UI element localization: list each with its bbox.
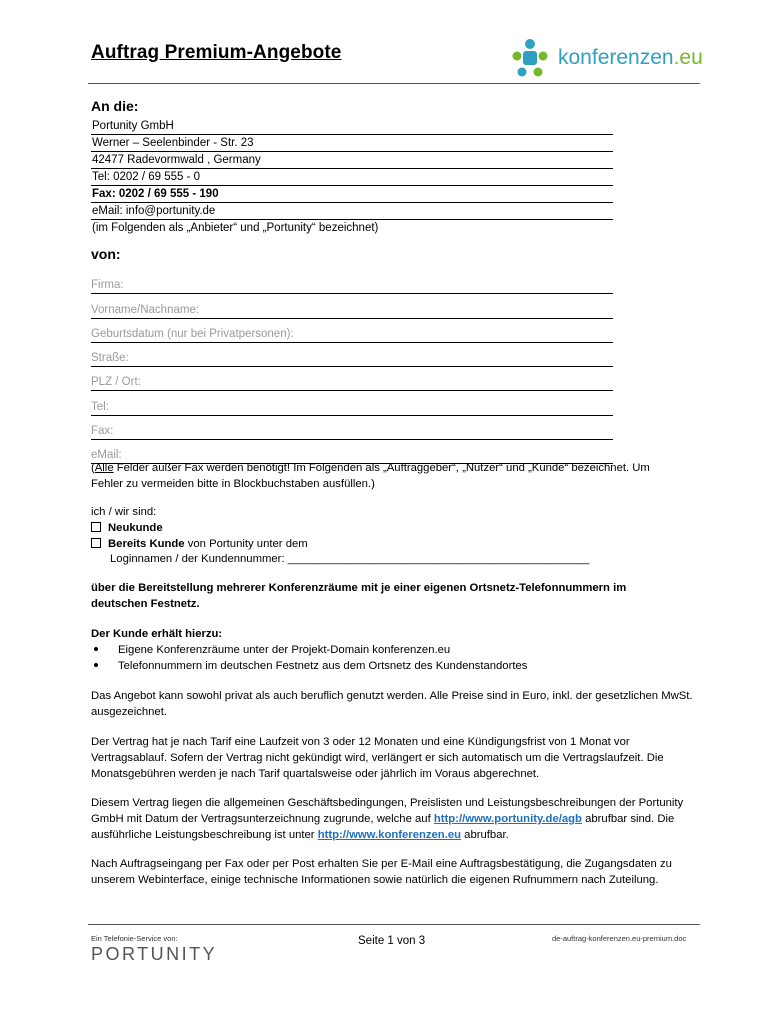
new-customer-option[interactable]: Neukunde <box>91 520 163 536</box>
address-line: 42477 Radevormwald , Germany <box>91 152 613 169</box>
paragraph-terms-conditions: Diesem Vertrag liegen die allgemeinen Geschäftsbedingungen, Preislisten und Leistungsbeschreibungen der Portunity GmbH mit Datum der Vertragsunterzeichnung zugrunde, welche auf http://www.portunity.de/agb abrufbar sind. Die ausführliche Leistungsbeschreibung ist unter http://www.konferenzen.eu abrufbar. <box>91 797 684 841</box>
sender-form <box>91 270 613 464</box>
konferenzen-logo <box>508 36 703 80</box>
list-item: Telefonnummern im deutschen Festnetz aus dem Ortsnetz des Kundenstandortes <box>91 658 527 674</box>
logo-wordmark: konferenzen.eu <box>558 46 703 69</box>
contract-subject: über die Bereitstellung mehrerer Konferenzräume mit je einer eigenen Ortsnetz-Telefonnummern im deutschen Festnetz. <box>91 582 627 610</box>
customer-type-intro: ich / wir sind: <box>91 506 157 518</box>
address-line: Tel: 0202 / 69 555 - 0 <box>91 169 613 186</box>
header-divider <box>88 83 700 84</box>
agb-link[interactable]: http://www.portunity.de/agb <box>433 813 582 825</box>
file-name: de-auftrag-konferenzen.eu-premium.doc <box>552 934 687 943</box>
checkbox-icon[interactable] <box>91 538 101 548</box>
street-field[interactable]: Straße: <box>91 343 613 367</box>
list-item: Eigene Konferenzräume unter der Projekt-Domain konferenzen.eu <box>91 642 450 658</box>
page-number: Seite 1 von 3 <box>358 935 426 947</box>
portunity-logo: PORTUNITY <box>91 944 218 964</box>
address-line: Werner – Seelenbinder - Str. 23 <box>91 135 613 152</box>
address-line: eMail: info@portunity.de <box>91 203 613 220</box>
phone-field[interactable]: Tel: <box>91 391 613 415</box>
paragraph-usage: Das Angebot kann sowohl privat als auch beruflich genutzt werden. Alle Preise sind in Euro, inkl. der gesetzlichen MwSt. ausgezeichnet. <box>91 690 693 718</box>
zip-city-field[interactable]: PLZ / Ort: <box>91 367 613 391</box>
bullet-icon <box>94 647 98 651</box>
sender-heading: von: <box>91 246 121 262</box>
fax-field[interactable]: Fax: <box>91 416 613 440</box>
recipient-heading: An die: <box>91 98 139 114</box>
address-line: Portunity GmbH <box>91 118 613 135</box>
footer-divider <box>88 924 700 925</box>
email-field[interactable]: eMail: <box>91 440 613 464</box>
service-label: Ein Telefonie-Service von: <box>91 934 178 943</box>
form-note: (Alle Felder außer Fax werden benötigt! Im Folgenden als „Auftraggeber“, „Nutzer“ und „Kunde“ bezeichnet. Um Fehler zu vermeiden bitte in Blockbuchstaben ausfüllen.) <box>91 462 650 490</box>
company-field[interactable]: Firma: <box>91 270 613 294</box>
paragraph-term: Der Vertrag hat je nach Tarif eine Laufzeit von 3 oder 12 Monaten und eine Kündigungsfrist von 1 Monat vor Vertragsablauf. Sofern der Vertrag nicht gekündigt wird, verlängert er sich automatisch um die Vertragslaufzeit. Die Monatsgebühren werden je nach Tarif quartalsweise oder jährlich im Voraus abgerechnet. <box>91 736 664 780</box>
recipient-address-block <box>91 118 613 236</box>
bullet-icon <box>94 663 98 667</box>
birthdate-field[interactable]: Geburtsdatum (nur bei Privatpersonen): <box>91 319 613 343</box>
address-line: Fax: 0202 / 69 555 - 190 <box>91 186 613 203</box>
receives-heading: Der Kunde erhält hierzu: <box>91 628 223 640</box>
document-title: Auftrag Premium-Angebote <box>91 42 342 63</box>
existing-customer-option[interactable]: Bereits Kunde von Portunity unter dem <box>91 536 308 552</box>
checkbox-icon[interactable] <box>91 522 101 532</box>
paragraph-confirmation: Nach Auftragseingang per Fax oder per Post erhalten Sie per E-Mail eine Auftragsbestätigung, die Zugangsdaten zu unserem Webinterface, einige technische Informationen sowie natürlich die eigenen Rufnummern nach Zuteilung. <box>91 858 672 886</box>
name-field[interactable]: Vorname/Nachname: <box>91 294 613 318</box>
puzzle-people-icon <box>508 36 552 80</box>
address-line: (im Folgenden als „Anbieter“ und „Portunity“ bezeichnet) <box>92 222 379 234</box>
konferenzen-link[interactable]: http://www.konferenzen.eu <box>317 829 462 841</box>
login-number-field[interactable]: Loginnamen / der Kundennummer: ________________________________________________ <box>110 553 590 565</box>
